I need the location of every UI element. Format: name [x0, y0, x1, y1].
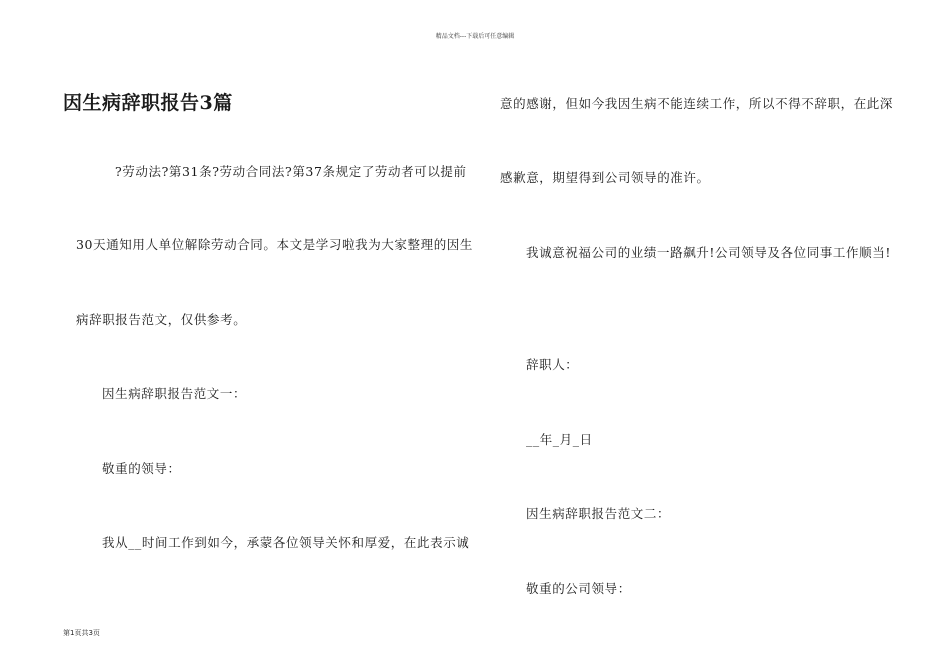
section-heading: 因生病辞职报告范文二：	[526, 506, 671, 521]
paragraph-line: 意的感谢，但如今我因生病不能连续工作，所以不得不辞职，在此深	[500, 96, 894, 111]
paragraph-line: 我诚意祝福公司的业绩一路飙升!公司领导及各位同事工作顺当!	[526, 245, 891, 260]
paragraph-line: 病辞职报告范文，仅供参考。	[76, 312, 247, 327]
paragraph-line: 30天通知用人单位解除劳动合同。本文是学习啦我为大家整理的因生	[76, 237, 474, 252]
salutation: 敬重的公司领导：	[526, 581, 631, 596]
document-title: 因生病辞职报告3篇	[63, 92, 233, 114]
page-number: 第1页共3页	[63, 629, 100, 637]
paragraph-line: 我从__时间工作到如今，承蒙各位领导关怀和厚爱，在此表示诚	[102, 535, 470, 550]
page-header: 精品文档---下载后可任意编辑	[435, 33, 515, 40]
date-line: __年_月_日	[526, 432, 593, 447]
signature-label: 辞职人：	[526, 357, 579, 372]
section-heading: 因生病辞职报告范文一：	[102, 386, 247, 401]
paragraph-line: 感歉意，期望得到公司领导的准许。	[500, 170, 710, 185]
salutation: 敬重的领导：	[102, 461, 181, 476]
paragraph-line: ?劳动法?第31条?劳动合同法?第37条规定了劳动者可以提前	[115, 164, 467, 179]
